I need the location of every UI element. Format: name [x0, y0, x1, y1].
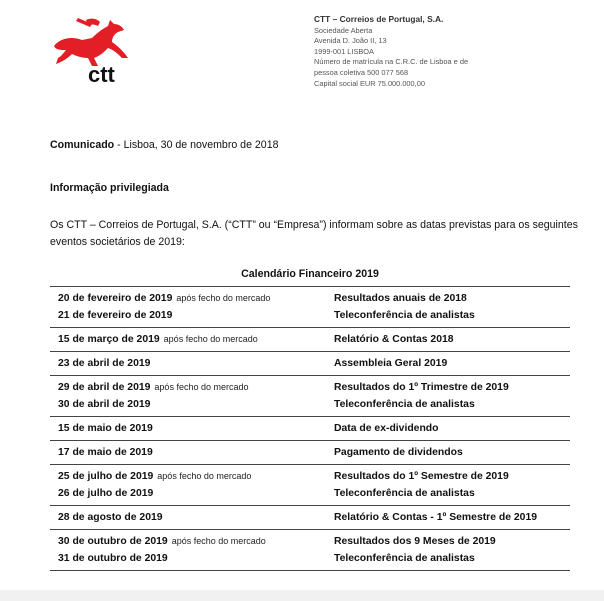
calendar-date-note: após fecho do mercado — [176, 293, 271, 303]
calendar-event: Resultados do 1º Trimestre de 2019 — [334, 382, 509, 393]
communique-place-date: - Lisboa, 30 de novembro de 2018 — [114, 139, 279, 151]
calendar-event: Assembleia Geral 2019 — [334, 358, 448, 369]
calendar-row — [50, 375, 570, 416]
calendar-date-cell — [50, 358, 334, 369]
calendar-date-note: após fecho do mercado — [171, 536, 266, 546]
financial-calendar-table — [50, 286, 570, 571]
calendar-date-cell — [50, 471, 334, 482]
calendar-date-cell — [50, 399, 334, 410]
calendar-line — [50, 509, 570, 526]
calendar-row — [50, 440, 570, 464]
calendar-date-cell — [50, 334, 334, 345]
communique-label: Comunicado — [50, 139, 115, 151]
ctt-wordmark: ctt — [88, 62, 115, 86]
calendar-line — [50, 379, 570, 396]
company-name: CTT – Correios de Portugal, S.A. — [314, 14, 444, 24]
calendar-date-cell — [50, 310, 334, 321]
calendar-event: Pagamento de dividendos — [334, 447, 463, 458]
company-line: Capital social EUR 75.000.000,00 — [314, 78, 425, 88]
company-info — [314, 14, 574, 89]
calendar-event: Teleconferência de analistas — [334, 399, 475, 410]
calendar-row — [50, 327, 570, 351]
calendar-line — [50, 533, 570, 550]
calendar-event: Resultados do 1º Semestre de 2019 — [334, 471, 509, 482]
page-footer-band — [0, 590, 604, 601]
calendar-line — [50, 485, 570, 502]
calendar-line — [50, 307, 570, 324]
calendar-date: 26 de julho de 2019 — [58, 488, 154, 499]
calendar-date: 29 de abril de 2019 — [58, 382, 151, 393]
company-line: Avenida D. João II, 13 — [314, 36, 387, 46]
calendar-date: 23 de abril de 2019 — [58, 358, 151, 369]
calendar-line — [50, 444, 570, 461]
calendar-event: Teleconferência de analistas — [334, 553, 475, 564]
calendar-date-cell — [50, 512, 334, 523]
calendar-line — [50, 550, 570, 567]
calendar-date-cell — [50, 423, 334, 434]
calendar-date: 30 de outubro de 2019 — [58, 536, 168, 547]
calendar-date: 21 de fevereiro de 2019 — [58, 310, 173, 321]
calendar-date-cell — [50, 553, 334, 564]
calendar-date-cell — [50, 536, 334, 547]
calendar-event: Relatório & Contas 2018 — [334, 334, 454, 345]
calendar-bottom-rule — [50, 570, 570, 571]
calendar-date: 15 de março de 2019 — [58, 334, 160, 345]
calendar-date: 28 de agosto de 2019 — [58, 512, 163, 523]
calendar-row — [50, 529, 570, 570]
communique-header — [50, 139, 278, 151]
calendar-event: Data de ex-dividendo — [334, 423, 439, 434]
calendar-date-cell — [50, 293, 334, 304]
calendar-date-note: após fecho do mercado — [163, 334, 258, 344]
calendar-row — [50, 505, 570, 529]
calendar-date: 31 de outubro de 2019 — [58, 553, 168, 564]
intro-paragraph: Os CTT – Correios de Portugal, S.A. (“CTT” ou “Empresa”) informam sobre as datas previstas para os seguintes eventos societários de 2019: — [50, 219, 578, 248]
calendar-row — [50, 464, 570, 505]
calendar-date-note: após fecho do mercado — [157, 471, 252, 481]
calendar-date: 20 de fevereiro de 2019 — [58, 293, 173, 304]
calendar-line — [50, 468, 570, 485]
company-line: pessoa coletiva 500 077 568 — [314, 67, 409, 77]
calendar-event: Teleconferência de analistas — [334, 488, 475, 499]
calendar-row — [50, 351, 570, 375]
calendar-line — [50, 396, 570, 413]
company-line: Número de matrícula na C.R.C. de Lisboa e de — [314, 57, 469, 67]
calendar-title: Calendário Financeiro 2019 — [241, 268, 379, 280]
calendar-line — [50, 331, 570, 348]
calendar-date: 30 de abril de 2019 — [58, 399, 151, 410]
calendar-line — [50, 290, 570, 307]
calendar-row — [50, 286, 570, 327]
calendar-date-cell — [50, 382, 334, 393]
calendar-date: 15 de maio de 2019 — [58, 423, 153, 434]
calendar-date: 17 de maio de 2019 — [58, 447, 153, 458]
calendar-date-note: após fecho do mercado — [154, 382, 249, 392]
calendar-date-cell — [50, 447, 334, 458]
calendar-date-cell — [50, 488, 334, 499]
calendar-row — [50, 416, 570, 440]
calendar-line — [50, 355, 570, 372]
calendar-event: Teleconferência de analistas — [334, 310, 475, 321]
privileged-info-heading: Informação privilegiada — [50, 182, 169, 194]
calendar-event: Relatório & Contas - 1º Semestre de 2019 — [334, 512, 538, 523]
company-line: 1999-001 LISBOA — [314, 46, 374, 56]
calendar-event: Resultados dos 9 Meses de 2019 — [334, 536, 496, 547]
calendar-event: Resultados anuais de 2018 — [334, 293, 467, 304]
calendar-date: 25 de julho de 2019 — [58, 471, 154, 482]
company-line: Sociedade Aberta — [314, 25, 373, 35]
calendar-line — [50, 420, 570, 437]
ctt-logo — [48, 16, 132, 86]
